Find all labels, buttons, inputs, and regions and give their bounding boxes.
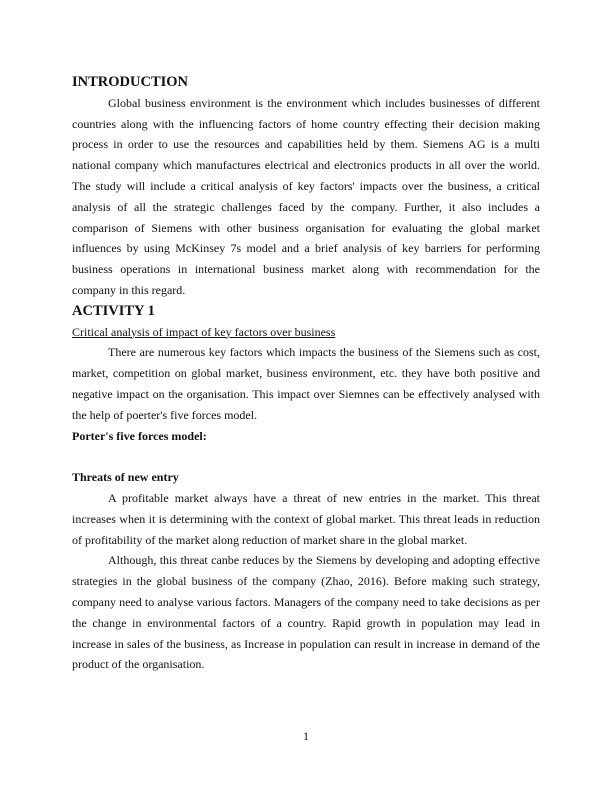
threats-heading: Threats of new entry	[72, 470, 179, 485]
text-line: A profitable market always have a threat of new entries in the market. This threat	[108, 490, 540, 505]
critical-analysis-subheading: Critical analysis of impact of key factors over business	[72, 324, 336, 339]
text-line: national company which manufactures electrical and electronics products in all over the world.	[72, 158, 540, 173]
text-line: the change in environmental factors of a country. Rapid growth in population may lead in	[72, 615, 540, 630]
text-line: increase in sales of the business, as Increase in population can result in increase in demand of the	[72, 636, 540, 651]
text-line: process in order to use the resources and capabilities held by them. Siemens AG is a multi	[72, 137, 540, 152]
introduction-paragraph	[72, 93, 540, 301]
text-line: product of the organisation.	[72, 657, 205, 672]
introduction-heading: INTRODUCTION	[72, 74, 189, 90]
text-line: strategies in the global business of the company (Zhao, 2016). Before making such strategy,	[72, 574, 540, 589]
strategy-paragraph	[72, 550, 540, 675]
activity-heading: ACTIVITY 1	[72, 302, 155, 319]
threat-paragraph	[72, 488, 540, 550]
text-line: Global business environment is the environment which includes businesses of different	[108, 95, 540, 110]
text-line: negative impact on the organisation. This impact over Siemnes can be effectively analysed with	[72, 386, 540, 401]
text-line: the help of poerter's five forces model.	[72, 407, 258, 422]
key-factors-paragraph	[72, 342, 540, 425]
text-line: business operations in international business market along with recommendation for the	[72, 262, 540, 277]
text-line: company in this regard.	[72, 282, 186, 297]
text-line: market, competition on global market, business environment, etc. they have both positive and	[72, 366, 540, 381]
blank-line	[72, 446, 540, 467]
text-line: countries along with the influencing factors of home country effecting their decision making	[72, 116, 540, 131]
text-line: influences by using McKinsey 7s model and a brief analysis of key barriers for performing	[72, 241, 540, 256]
document-page	[72, 72, 540, 675]
text-line: company need to analyse various factors. Managers of the company need to take decisions as per	[72, 594, 540, 609]
text-line: The study will include a critical analysis of key factors' impacts over the business, a critical	[72, 178, 540, 193]
page-number: 1	[303, 729, 309, 743]
text-line: Although, this threat canbe reduces by the Siemens by developing and adopting effective	[108, 553, 540, 568]
text-line: comparison of Siemens with other business organisation for evaluating the global market	[72, 220, 540, 235]
text-line: increases when it is determining with the context of global market. This threat leads in reduction	[72, 511, 540, 526]
text-line: analysis of all the strategic challenges faced by the company. Further, it also includes a	[72, 199, 540, 214]
text-line: of profitability of the market along reduction of market share in the global market.	[72, 532, 468, 547]
text-line: There are numerous key factors which impacts the business of the Siemens such as cost,	[108, 345, 540, 360]
porter-model-heading: Porter's five forces model:	[72, 428, 207, 443]
